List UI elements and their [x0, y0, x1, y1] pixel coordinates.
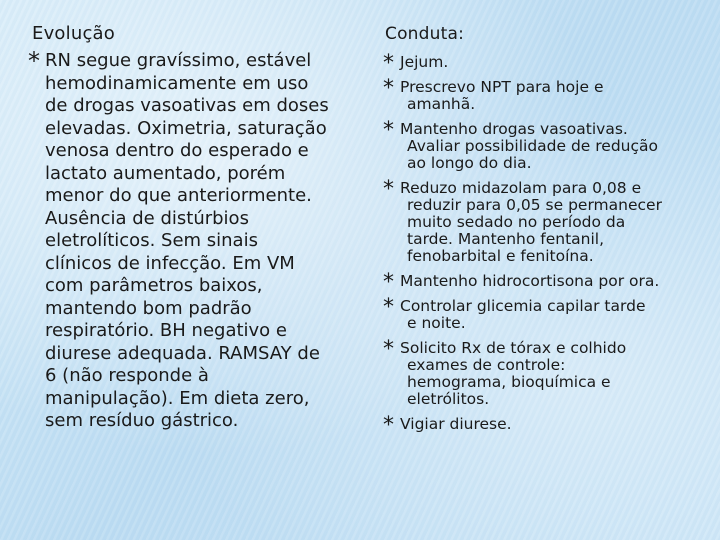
text-line: clínicos de infecção. Em VM [45, 252, 295, 274]
text-line: Solicito Rx de tórax e colhido [400, 339, 627, 357]
bullet-asterisk-icon: * [383, 118, 394, 143]
evolution-text [45, 50, 358, 433]
conduct-item-npt [383, 76, 705, 113]
text-line: Reduzo midazolam para 0,08 e [400, 179, 642, 197]
text-line: eletrólitos. [407, 390, 490, 408]
text-line: venosa dentro do esperado e [45, 140, 309, 161]
conduct-text [400, 121, 705, 172]
text-line: manipulação). Em dieta zero, [45, 387, 310, 409]
bullet-asterisk-icon: * [383, 51, 394, 76]
text-line: hemograma, bioquímica e [407, 373, 611, 391]
text-line: Prescrevo NPT para hoje e [400, 78, 604, 96]
conduct-text [400, 273, 705, 290]
text-line: ao longo do dia. [407, 154, 532, 172]
text-line: menor do que anteriormente. [45, 185, 312, 206]
text-line: Mantenho drogas vasoativas. [400, 120, 628, 138]
evolution-item [28, 47, 358, 433]
conduct-text [400, 180, 705, 265]
text-line: muito sedado no período da [407, 213, 626, 231]
text-line: hemodinamicamente em uso [45, 72, 309, 94]
conduct-heading: Conduta: [385, 24, 465, 44]
text-line: Jejum. [400, 53, 449, 71]
conduct-item-midazolam [383, 177, 705, 265]
conduct-item-diuresis [383, 413, 705, 438]
evolution-heading: Evolução [32, 23, 115, 44]
conduct-item-glycemia [383, 295, 705, 332]
text-line: Controlar glicemia capilar tarde [400, 297, 646, 315]
evolution-column [28, 22, 358, 433]
conduct-item-hydrocortisone [383, 270, 705, 295]
bullet-asterisk-icon: * [383, 337, 394, 362]
text-line: lactato aumentado, porém [45, 162, 286, 184]
conduct-text [400, 416, 705, 433]
text-line: reduzir para 0,05 se permanecer [407, 196, 662, 214]
conduct-item-jejum [383, 51, 705, 76]
conduct-text [400, 79, 705, 113]
text-line: mantendo bom padrão [45, 297, 252, 319]
text-line: Mantenho hidrocortisona por ora. [400, 272, 660, 290]
text-line: fenobarbital e fenitoína. [407, 247, 594, 265]
text-line: respiratório. BH negativo e [45, 320, 287, 341]
text-line: RN segue gravíssimo, estável [45, 50, 312, 71]
conduct-item-vasoactive [383, 118, 705, 172]
text-line: Ausência de distúrbios [45, 207, 249, 229]
bullet-asterisk-icon: * [28, 47, 40, 75]
bullet-asterisk-icon: * [383, 270, 394, 295]
text-line: eletrolíticos. Sem sinais [45, 230, 258, 251]
text-line: sem resíduo gástrico. [45, 410, 239, 431]
text-line: e noite. [407, 314, 466, 332]
conduct-column [383, 22, 705, 438]
conduct-text [400, 340, 705, 408]
text-line: diurese adequada. RAMSAY de [45, 342, 320, 364]
text-line: exames de controle: [407, 356, 566, 374]
conduct-text [400, 54, 705, 71]
bullet-asterisk-icon: * [383, 177, 394, 202]
text-line: Vigiar diurese. [400, 415, 512, 433]
text-line: tarde. Mantenho fentanil, [407, 230, 605, 248]
text-line: 6 (não responde à [45, 365, 209, 386]
conduct-item-xray [383, 337, 705, 408]
text-line: com parâmetros baixos, [45, 275, 263, 296]
conduct-text [400, 298, 705, 332]
bullet-asterisk-icon: * [383, 295, 394, 320]
bullet-asterisk-icon: * [383, 76, 394, 101]
text-line: amanhã. [407, 95, 476, 113]
text-line: Avaliar possibilidade de redução [407, 137, 658, 155]
text-line: elevadas. Oximetria, saturação [45, 117, 327, 139]
bullet-asterisk-icon: * [383, 413, 394, 438]
text-line: de drogas vasoativas em doses [45, 95, 329, 116]
